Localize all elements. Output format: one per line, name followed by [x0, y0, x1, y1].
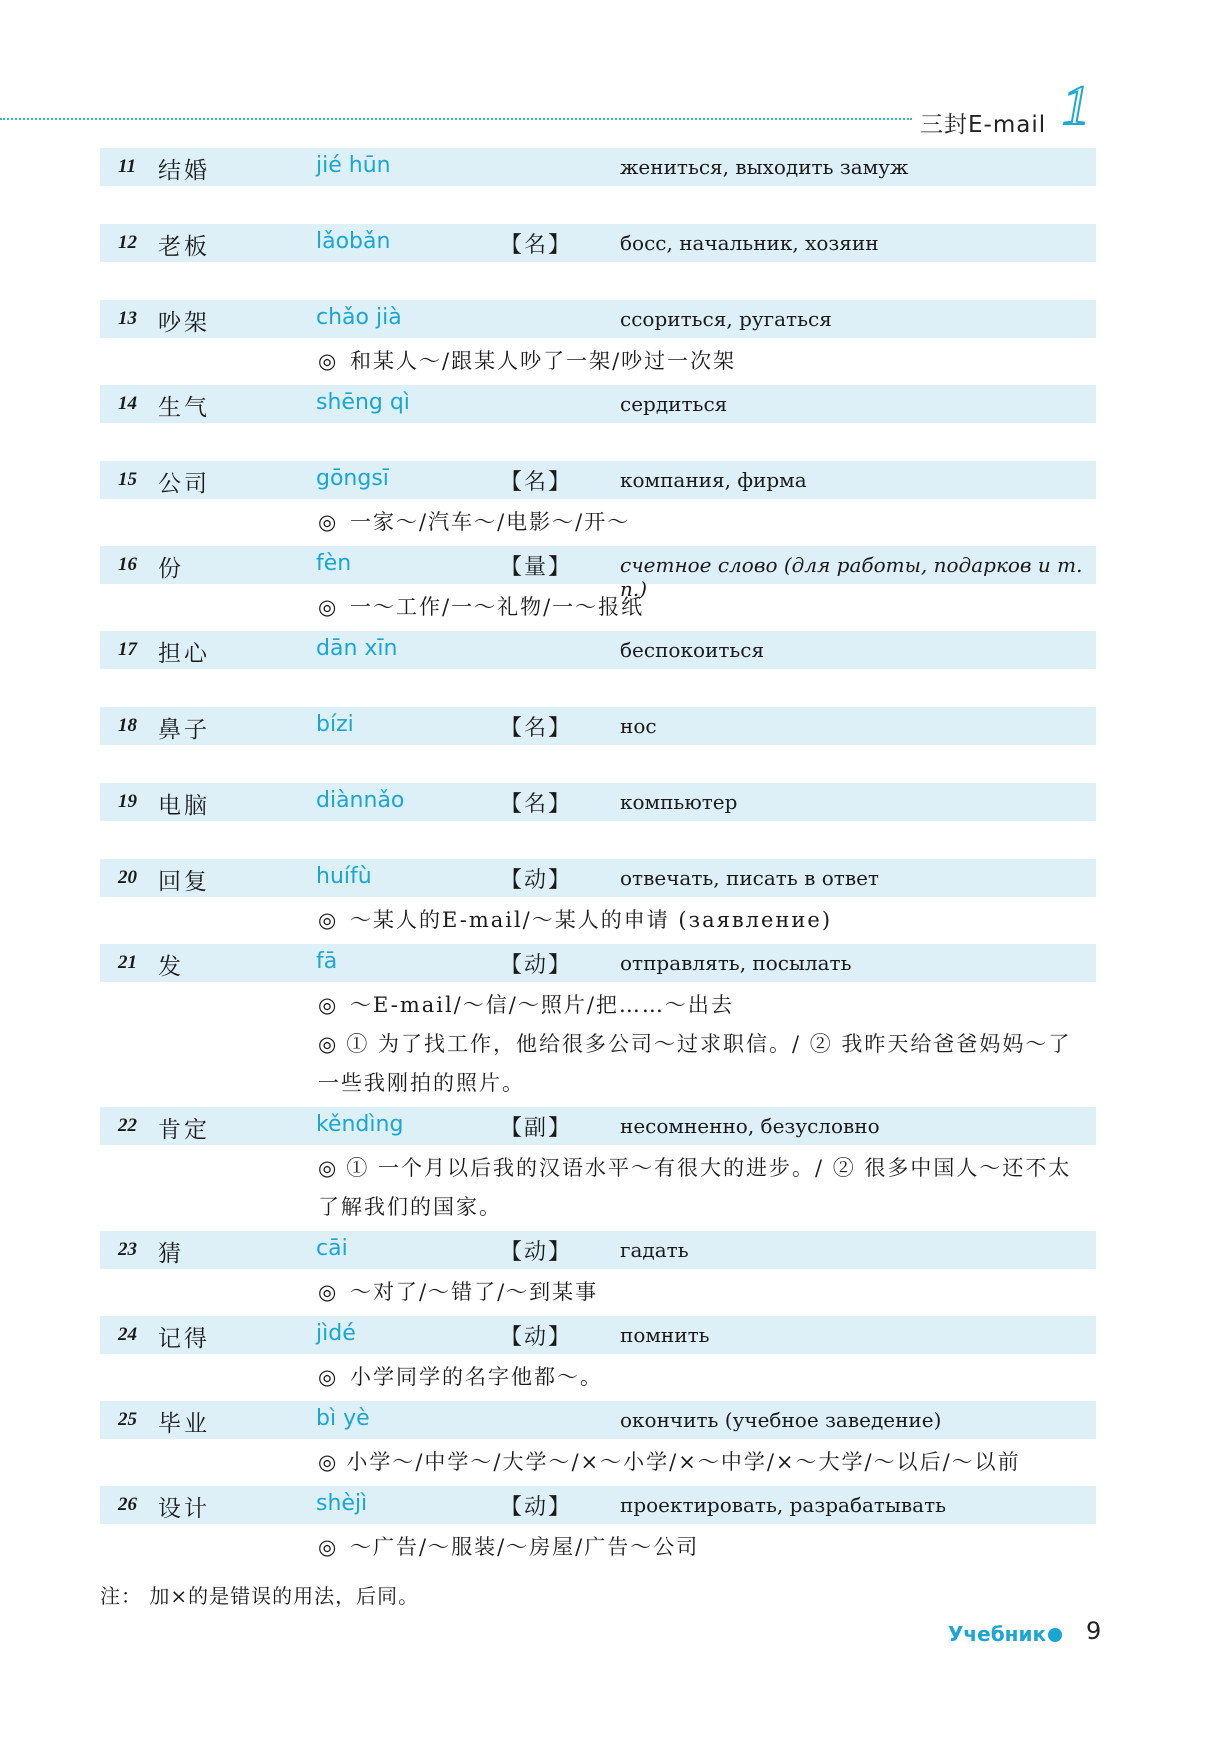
entry-number: 11 — [118, 156, 136, 177]
vocab-entry — [100, 707, 1096, 783]
vocab-entry — [100, 1486, 1096, 1571]
example-mark-icon: ◎ — [318, 1450, 339, 1474]
entry-part-of-speech: 【名】 — [500, 716, 573, 741]
example-mark-icon: ◎ — [318, 510, 339, 534]
lesson-title: 三封E-mail — [920, 112, 1047, 138]
example-line — [100, 342, 1096, 381]
entry-part-of-speech: 【动】 — [500, 1495, 573, 1520]
entry-pinyin: bì yè — [316, 1406, 370, 1431]
vocab-entry — [100, 385, 1096, 461]
entry-hanzi: 吵架 — [158, 310, 210, 336]
entry-meaning: гадать — [620, 1238, 689, 1262]
entry-number: 12 — [118, 232, 137, 253]
footnote: 注： 加×的是错误的用法，后同。 — [100, 1584, 420, 1608]
entry-meaning: помнить — [620, 1323, 710, 1347]
entry-pinyin: chǎo jià — [316, 305, 402, 330]
entry-hanzi: 担心 — [158, 641, 210, 667]
example-line — [100, 1358, 1096, 1397]
entry-part-of-speech: 【动】 — [500, 953, 573, 978]
entry-gap — [100, 262, 1096, 300]
example-text: ① 一个月以后我的汉语水平～有很大的进步。/ ② 很多中国人～还不太了解我们的国家。 — [318, 1156, 1072, 1219]
vocab-entry — [100, 461, 1096, 546]
footer-book-label: Учебник — [948, 1622, 1047, 1646]
example-block — [100, 584, 1096, 631]
example-block — [100, 1524, 1096, 1571]
entry-number: 17 — [118, 639, 137, 660]
entry-pinyin: shēng qì — [316, 390, 410, 415]
entry-number: 21 — [118, 952, 137, 973]
example-line — [100, 901, 1096, 940]
entry-number: 26 — [118, 1494, 137, 1515]
entry-pinyin: fèn — [316, 551, 352, 576]
entry-part-of-speech: 【动】 — [500, 1325, 573, 1350]
entry-hanzi: 回复 — [158, 869, 210, 895]
entry-hanzi: 份 — [158, 556, 184, 582]
entry-meaning: босс, начальник, хозяин — [620, 231, 879, 255]
entry-part-of-speech: 【动】 — [500, 1240, 573, 1265]
example-text: ～对了/～错了/～到某事 — [350, 1280, 599, 1304]
vocab-row — [100, 1316, 1096, 1354]
entry-part-of-speech: 【量】 — [500, 555, 573, 580]
vocab-entry — [100, 1231, 1096, 1316]
vocab-row — [100, 783, 1096, 821]
example-mark-icon: ◎ — [318, 1280, 339, 1304]
vocab-row — [100, 1231, 1096, 1269]
example-text: ～E-mail/～信/～照片/把……～出去 — [350, 993, 734, 1017]
entry-pinyin: dān xīn — [316, 636, 398, 661]
example-mark-icon: ◎ — [318, 1032, 339, 1056]
example-text: 和某人～/跟某人吵了一架/吵过一次架 — [350, 349, 737, 373]
vocab-entry — [100, 546, 1096, 631]
entry-meaning: отправлять, посылать — [620, 951, 852, 975]
example-block — [100, 1439, 1096, 1486]
entry-gap — [100, 423, 1096, 461]
footer-dot-icon — [1048, 1628, 1062, 1642]
vocab-entry — [100, 631, 1096, 707]
vocab-row — [100, 546, 1096, 601]
entry-number: 24 — [118, 1324, 137, 1345]
entry-hanzi: 肯定 — [158, 1117, 210, 1143]
entry-pinyin: bízi — [316, 712, 354, 737]
vocab-entry — [100, 224, 1096, 300]
entry-hanzi: 公司 — [158, 471, 210, 497]
entry-hanzi: 生气 — [158, 395, 210, 421]
entry-hanzi: 结婚 — [158, 158, 210, 184]
example-line — [100, 986, 1096, 1025]
entry-gap — [100, 821, 1096, 859]
example-text: ① 为了找工作，他给很多公司～过求职信。/ ② 我昨天给爸爸妈妈～了一些我刚拍的照片。 — [318, 1032, 1072, 1095]
example-text: 小学～/中学～/大学～/×～小学/×～中学/×～大学/～以后/～以前 — [346, 1450, 1021, 1474]
example-block — [100, 982, 1096, 1107]
entry-hanzi: 发 — [158, 954, 184, 980]
entry-pinyin: huífù — [316, 864, 372, 889]
entry-meaning: сердиться — [620, 392, 728, 416]
example-text: 小学同学的名字他都～。 — [350, 1365, 603, 1389]
example-block — [100, 1269, 1096, 1316]
entry-number: 23 — [118, 1239, 137, 1260]
entry-number: 16 — [118, 554, 137, 575]
vocab-row — [100, 461, 1096, 499]
example-block — [100, 897, 1096, 944]
entry-pinyin: fā — [316, 949, 338, 974]
example-text: ～某人的E-mail/～某人的申请 (заявление) — [350, 908, 833, 932]
entry-hanzi: 设计 — [158, 1496, 210, 1522]
example-block — [100, 1145, 1096, 1231]
entry-meaning: проектировать, разрабатывать — [620, 1493, 947, 1517]
vocab-row — [100, 1401, 1096, 1439]
entry-gap — [100, 186, 1096, 224]
example-mark-icon: ◎ — [318, 349, 339, 373]
vocab-row — [100, 148, 1096, 186]
entry-hanzi: 毕业 — [158, 1411, 210, 1437]
vocabulary-list — [100, 148, 1096, 1571]
example-mark-icon: ◎ — [318, 1365, 339, 1389]
vocab-row — [100, 631, 1096, 669]
vocab-entry — [100, 1316, 1096, 1401]
entry-pinyin: gōngsī — [316, 466, 389, 491]
example-line — [100, 1528, 1096, 1567]
example-text: ～广告/～服装/～房屋/广告～公司 — [350, 1535, 700, 1559]
vocab-entry — [100, 148, 1096, 224]
example-mark-icon: ◎ — [318, 1535, 339, 1559]
entry-gap — [100, 745, 1096, 783]
vocab-row — [100, 944, 1096, 982]
entry-meaning: жениться, выходить замуж — [620, 155, 909, 179]
vocab-entry — [100, 783, 1096, 859]
example-line — [100, 588, 1096, 627]
example-text: 一家～/汽车～/电影～/开～ — [350, 510, 631, 534]
entry-number: 14 — [118, 393, 137, 414]
entry-hanzi: 电脑 — [158, 793, 210, 819]
example-line — [318, 1443, 1078, 1482]
vocab-row — [100, 1486, 1096, 1524]
example-block — [100, 499, 1096, 546]
entry-meaning: нос — [620, 714, 657, 738]
header-dotted-line — [0, 118, 912, 120]
entry-hanzi: 鼻子 — [158, 717, 210, 743]
entry-pinyin: jié hūn — [316, 153, 391, 178]
example-line — [100, 503, 1096, 542]
vocab-row — [100, 385, 1096, 423]
entry-pinyin: jìdé — [316, 1321, 356, 1346]
entry-number: 18 — [118, 715, 137, 736]
entry-part-of-speech: 【名】 — [500, 792, 573, 817]
entry-number: 15 — [118, 469, 137, 490]
example-line — [318, 1149, 1078, 1227]
entry-part-of-speech: 【名】 — [500, 470, 573, 495]
lesson-number: 1 — [1062, 75, 1090, 137]
entry-pinyin: lǎobǎn — [316, 229, 391, 254]
entry-number: 25 — [118, 1409, 137, 1430]
example-line — [318, 1025, 1078, 1103]
entry-pinyin: shèjì — [316, 1491, 368, 1516]
vocab-row — [100, 707, 1096, 745]
entry-pinyin: diànnǎo — [316, 788, 405, 813]
vocab-entry — [100, 1107, 1096, 1231]
entry-pinyin: cāi — [316, 1236, 348, 1261]
entry-meaning: компания, фирма — [620, 468, 807, 492]
vocab-entry — [100, 1401, 1096, 1486]
example-block — [100, 338, 1096, 385]
vocab-entry — [100, 944, 1096, 1107]
example-mark-icon: ◎ — [318, 993, 339, 1017]
entry-part-of-speech: 【动】 — [500, 868, 573, 893]
entry-gap — [100, 669, 1096, 707]
entry-number: 19 — [118, 791, 137, 812]
entry-number: 22 — [118, 1115, 137, 1136]
entry-meaning: несомненно, безусловно — [620, 1114, 880, 1138]
vocab-row — [100, 859, 1096, 897]
vocab-row — [100, 1107, 1096, 1145]
example-mark-icon: ◎ — [318, 908, 339, 932]
vocab-entry — [100, 859, 1096, 944]
entry-meaning: отвечать, писать в ответ — [620, 866, 879, 890]
page-number: 9 — [1086, 1617, 1102, 1645]
entry-pinyin: kěndìng — [316, 1112, 404, 1137]
entry-hanzi: 猜 — [158, 1241, 184, 1267]
entry-number: 13 — [118, 308, 137, 329]
example-mark-icon: ◎ — [318, 595, 339, 619]
entry-meaning: ссориться, ругаться — [620, 307, 832, 331]
entry-meaning: окончить (учебное заведение) — [620, 1408, 942, 1432]
example-text: 一～工作/一～礼物/一～报纸 — [350, 595, 645, 619]
entry-hanzi: 记得 — [158, 1326, 210, 1352]
entry-part-of-speech: 【副】 — [500, 1116, 573, 1141]
example-mark-icon: ◎ — [318, 1156, 339, 1180]
entry-hanzi: 老板 — [158, 234, 210, 260]
vocab-entry — [100, 300, 1096, 385]
entry-meaning: счетное слово (для работы, подарков и т. п.) — [620, 553, 1083, 601]
entry-number: 20 — [118, 867, 137, 888]
example-line — [100, 1273, 1096, 1312]
vocab-row — [100, 300, 1096, 338]
entry-meaning: беспокоиться — [620, 638, 765, 662]
vocab-row — [100, 224, 1096, 262]
example-block — [100, 1354, 1096, 1401]
entry-part-of-speech: 【名】 — [500, 233, 573, 258]
entry-meaning: компьютер — [620, 790, 738, 814]
